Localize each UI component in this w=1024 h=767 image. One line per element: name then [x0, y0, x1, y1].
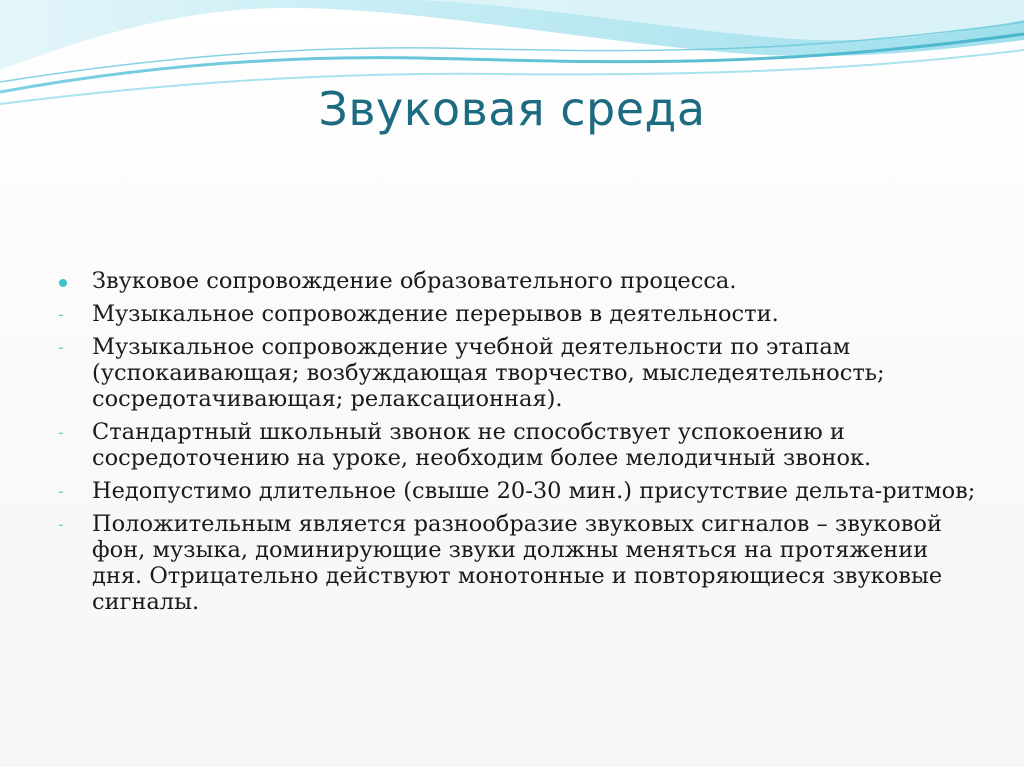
list-item	[56, 478, 976, 504]
dash-marker: -	[58, 305, 64, 324]
list-item-text: Звуковое сопровождение образовательного процесса.	[92, 268, 737, 294]
bullet-list	[56, 268, 976, 622]
list-item-text: Стандартный школьный звонок не способствует успокоению и сосредоточению на уроке, необходим более мелодичный звонок.	[92, 419, 872, 471]
list-item	[56, 334, 976, 412]
dash-marker: -	[58, 482, 64, 501]
dash-marker: -	[58, 515, 64, 534]
list-item-text: Недопустимо длительное (свыше 20-30 мин.) присутствие дельта-ритмов;	[92, 478, 976, 504]
dash-marker: -	[58, 338, 64, 357]
list-item	[56, 419, 976, 471]
list-item-text: Положительным является разнообразие звуковых сигналов – звуковой фон, музыка, доминирующие звуки должны меняться на протяжении дня. Отрицательно действуют монотонные и повторяющиеся звуковые сигналы.	[92, 511, 943, 615]
list-item	[56, 268, 976, 294]
list-item	[56, 301, 976, 327]
list-item-text: Музыкальное сопровождение перерывов в деятельности.	[92, 301, 779, 327]
list-item-text: Музыкальное сопровождение учебной деятельности по этапам (успокаивающая; возбуждающая творчество, мыследеятельность; сосредотачивающая; релаксационная).	[92, 334, 885, 412]
dash-marker: -	[58, 423, 64, 442]
list-item	[56, 511, 976, 615]
page-title: Звуковая среда	[318, 82, 706, 136]
